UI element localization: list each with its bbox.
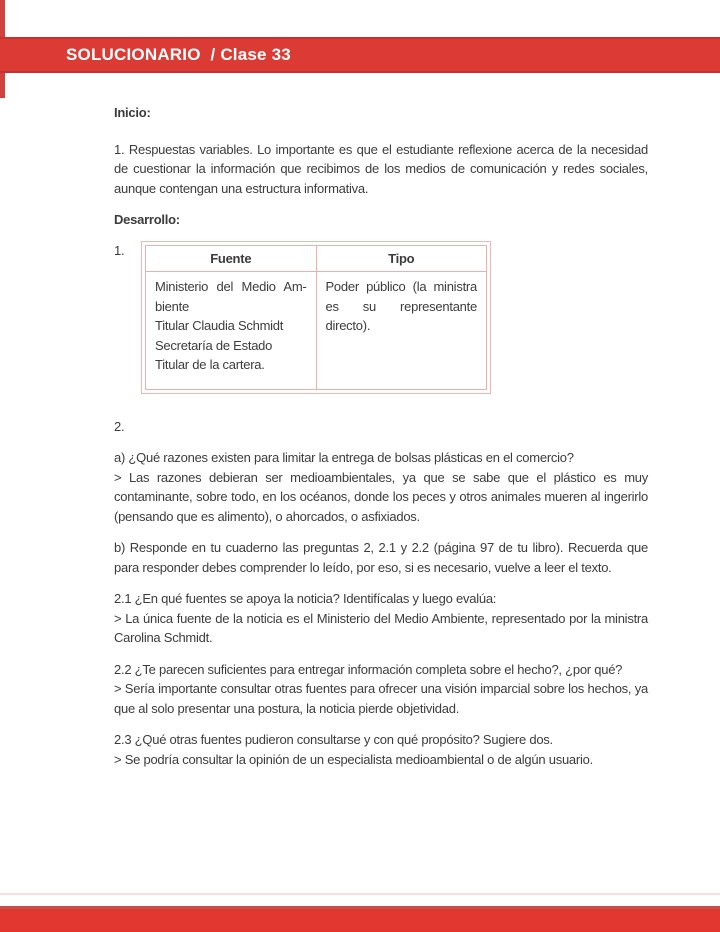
table-body-row	[146, 272, 487, 390]
header-band	[0, 37, 720, 73]
table-header-tipo: Tipo	[316, 245, 487, 272]
page-title: SOLUCIONARIO / Clase 33	[66, 45, 291, 64]
table-cell-fuente	[146, 272, 317, 390]
footer-band	[0, 906, 720, 932]
sources-table	[145, 245, 487, 390]
question-2-3-block	[114, 730, 648, 769]
answer-a: > Las razones debieran ser medioambientales, ya que se sabe que el plástico es muy contaminante, sobre todo, en los océanos, donde los peces y otros animales mueren al ingerirlo (pensando que es alimento), o ahorcados, o asfixiados.	[114, 469, 648, 524]
desarrollo-heading: Desarrollo:	[114, 212, 180, 227]
table-cell-tipo: Poder público (la ministra es su representante directo).	[316, 272, 487, 390]
question-a-block	[114, 448, 648, 526]
question-2-2: 2.2 ¿Te parecen suficientes para entregar información completa sobre el hecho?, ¿por qué?	[114, 661, 623, 677]
inicio-heading: Inicio:	[114, 105, 151, 120]
question-a: a) ¿Qué razones existen para limitar la entrega de bolsas plásticas en el comercio?	[114, 450, 574, 465]
answer-2-3: > Se podría consultar la opinión de un especialista medioambiental o de algún usuario.	[114, 751, 593, 767]
sources-table-frame	[141, 241, 491, 394]
fuente-line: Secretaría de Estado	[155, 337, 273, 353]
item-2-number: 2.	[114, 418, 125, 434]
fuente-line: Titular Claudia Schmidt	[155, 318, 284, 333]
fuente-line: biente	[155, 298, 189, 314]
answer-2-1: > La única fuente de la noticia es el Ministerio del Medio Ambiente, representado por la ministra Carolina Schmidt.	[114, 610, 648, 645]
document-content	[114, 103, 648, 781]
inicio-paragraph: 1. Respuestas variables. Lo importante es que el estudiante reflexione acerca de la necesidad de cuestionar la información que recibimos de los medios de comunicación y redes sociales, aunque contengan una estructura informativa.	[114, 141, 648, 196]
question-2-3: 2.3 ¿Qué otras fuentes pudieron consultarse y con qué propósito? Sugiere dos.	[114, 732, 553, 747]
item-1-row	[114, 241, 648, 394]
fuente-line: Titular de la cartera.	[155, 357, 265, 372]
answer-2-2: > Sería importante consultar otras fuentes para ofrecer una visión imparcial sobre los hechos, ya que al solo presentar una postura, la noticia pierde objetividad.	[114, 681, 648, 716]
table-header-row	[146, 245, 487, 272]
fuente-line: Ministerio del Medio Am-	[155, 279, 307, 294]
question-2-1: 2.1 ¿En qué fuentes se apoya la noticia? Identifícalas y luego evalúa:	[114, 591, 497, 606]
question-2-2-block	[114, 660, 648, 719]
question-2-1-block	[114, 589, 648, 648]
footer-hairline	[0, 893, 720, 895]
instruction-b: b) Responde en tu cuaderno las preguntas 2, 2.1 y 2.2 (página 97 de tu libro). Recuerda que para responder debes comprender lo leído, por eso, si es necesario, vuelve a leer el texto.	[114, 540, 648, 575]
table-header-fuente: Fuente	[146, 245, 317, 272]
item-1-number: 1.	[114, 242, 125, 258]
